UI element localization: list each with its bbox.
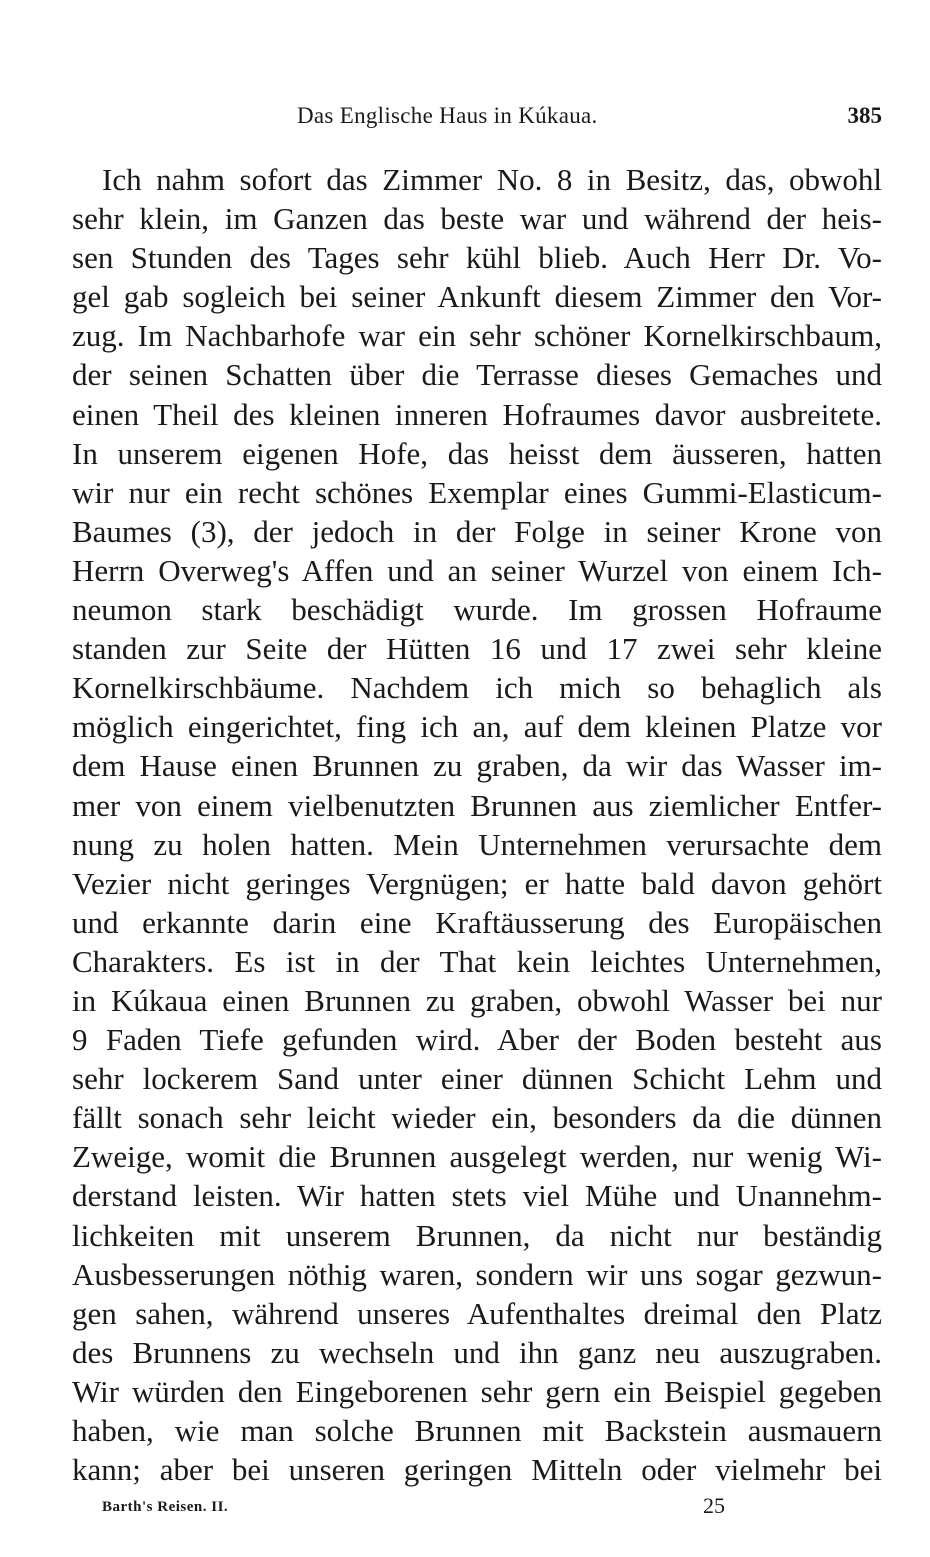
running-title: Das Englische Haus in Kúkaua.: [297, 103, 598, 128]
text-line: In unserem eigenen Hofe, das heisst dem äusseren, hatten: [72, 435, 882, 471]
text-line: einen Theil des kleinen inneren Hofraumes davor ausbreitete.: [72, 396, 882, 432]
text-line: mer von einem vielbenutzten Brunnen aus ziemlicher Entfer-: [72, 787, 882, 823]
text-line: sehr lockerem Sand unter einer dünnen Schicht Lehm und: [72, 1061, 882, 1097]
text-line: dem Hause einen Brunnen zu graben, da wir das Wasser im-: [72, 748, 882, 784]
text-line: Ich nahm sofort das Zimmer No. 8 in Besitz, das, obwohl: [102, 162, 882, 197]
text-line: gen sahen, während unseres Aufenthaltes dreimal den Platz: [72, 1295, 882, 1331]
text-line: Kornelkirschbäume. Nachdem ich mich so behaglich als: [72, 670, 882, 706]
text-line: gel gab sogleich bei seiner Ankunft diesem Zimmer den Vor-: [72, 279, 882, 315]
text-line: wir nur ein recht schönes Exemplar eines Gummi-Elasticum-: [72, 474, 882, 510]
text-line: Vezier nicht geringes Vergnügen; er hatte bald davon gehört: [72, 865, 882, 901]
text-line: sen Stunden des Tages sehr kühl blieb. Auch Herr Dr. Vo-: [72, 240, 882, 276]
signature-mark: Barth's Reisen. II.: [102, 1499, 229, 1515]
running-head: [72, 103, 882, 135]
text-line: Baumes (3), der jedoch in der Folge in seiner Krone von: [72, 513, 882, 549]
text-line: möglich eingerichtet, fing ich an, auf dem kleinen Platze vor: [72, 709, 882, 745]
text-line: zug. Im Nachbarhofe war ein sehr schöner Kornelkirschbaum,: [72, 318, 882, 354]
text-line: in Kúkaua einen Brunnen zu graben, obwohl Wasser bei nur: [72, 982, 882, 1018]
text-line: haben, wie man solche Brunnen mit Backstein ausmauern: [72, 1413, 882, 1448]
page-number: 385: [847, 103, 882, 128]
text-line: neumon stark beschädigt wurde. Im grossen Hofraume: [72, 592, 882, 628]
sheet-number: 25: [703, 1493, 725, 1518]
text-line: nung zu holen hatten. Mein Unternehmen verursachte dem: [72, 826, 882, 862]
body-text: [72, 160, 882, 1489]
text-line: Wir würden den Eingeborenen sehr gern ein Beispiel gegeben: [72, 1373, 882, 1409]
page-footer: [102, 1493, 802, 1529]
text-line: Ausbesserungen nöthig waren, sondern wir uns sogar gezwun-: [72, 1256, 882, 1292]
text-line: und erkannte darin eine Kraftäusserung des Europäischen: [72, 904, 882, 940]
text-line: 9 Faden Tiefe gefunden wird. Aber der Boden besteht aus: [72, 1022, 882, 1058]
text-line: Zweige, womit die Brunnen ausgelegt werden, nur wenig Wi-: [72, 1139, 882, 1175]
text-line: kann; aber bei unseren geringen Mitteln oder vielmehr bei: [72, 1452, 882, 1488]
text-line: sehr klein, im Ganzen das beste war und während der heis-: [72, 201, 882, 237]
text-line: standen zur Seite der Hütten 16 und 17 zwei sehr kleine: [72, 631, 882, 667]
text-line: des Brunnens zu wechseln und ihn ganz neu auszugraben.: [72, 1334, 882, 1370]
text-line: lichkeiten mit unserem Brunnen, da nicht nur beständig: [72, 1217, 882, 1253]
text-line: fällt sonach sehr leicht wieder ein, besonders da die dünnen: [72, 1100, 882, 1136]
text-line: derstand leisten. Wir hatten stets viel Mühe und Unannehm-: [72, 1178, 882, 1214]
text-line: Charakters. Es ist in der That kein leichtes Unternehmen,: [72, 943, 882, 979]
text-line: Herrn Overweg's Affen und an seiner Wurzel von einem Ich-: [72, 552, 882, 588]
text-line: der seinen Schatten über die Terrasse dieses Gemaches und: [72, 357, 882, 393]
